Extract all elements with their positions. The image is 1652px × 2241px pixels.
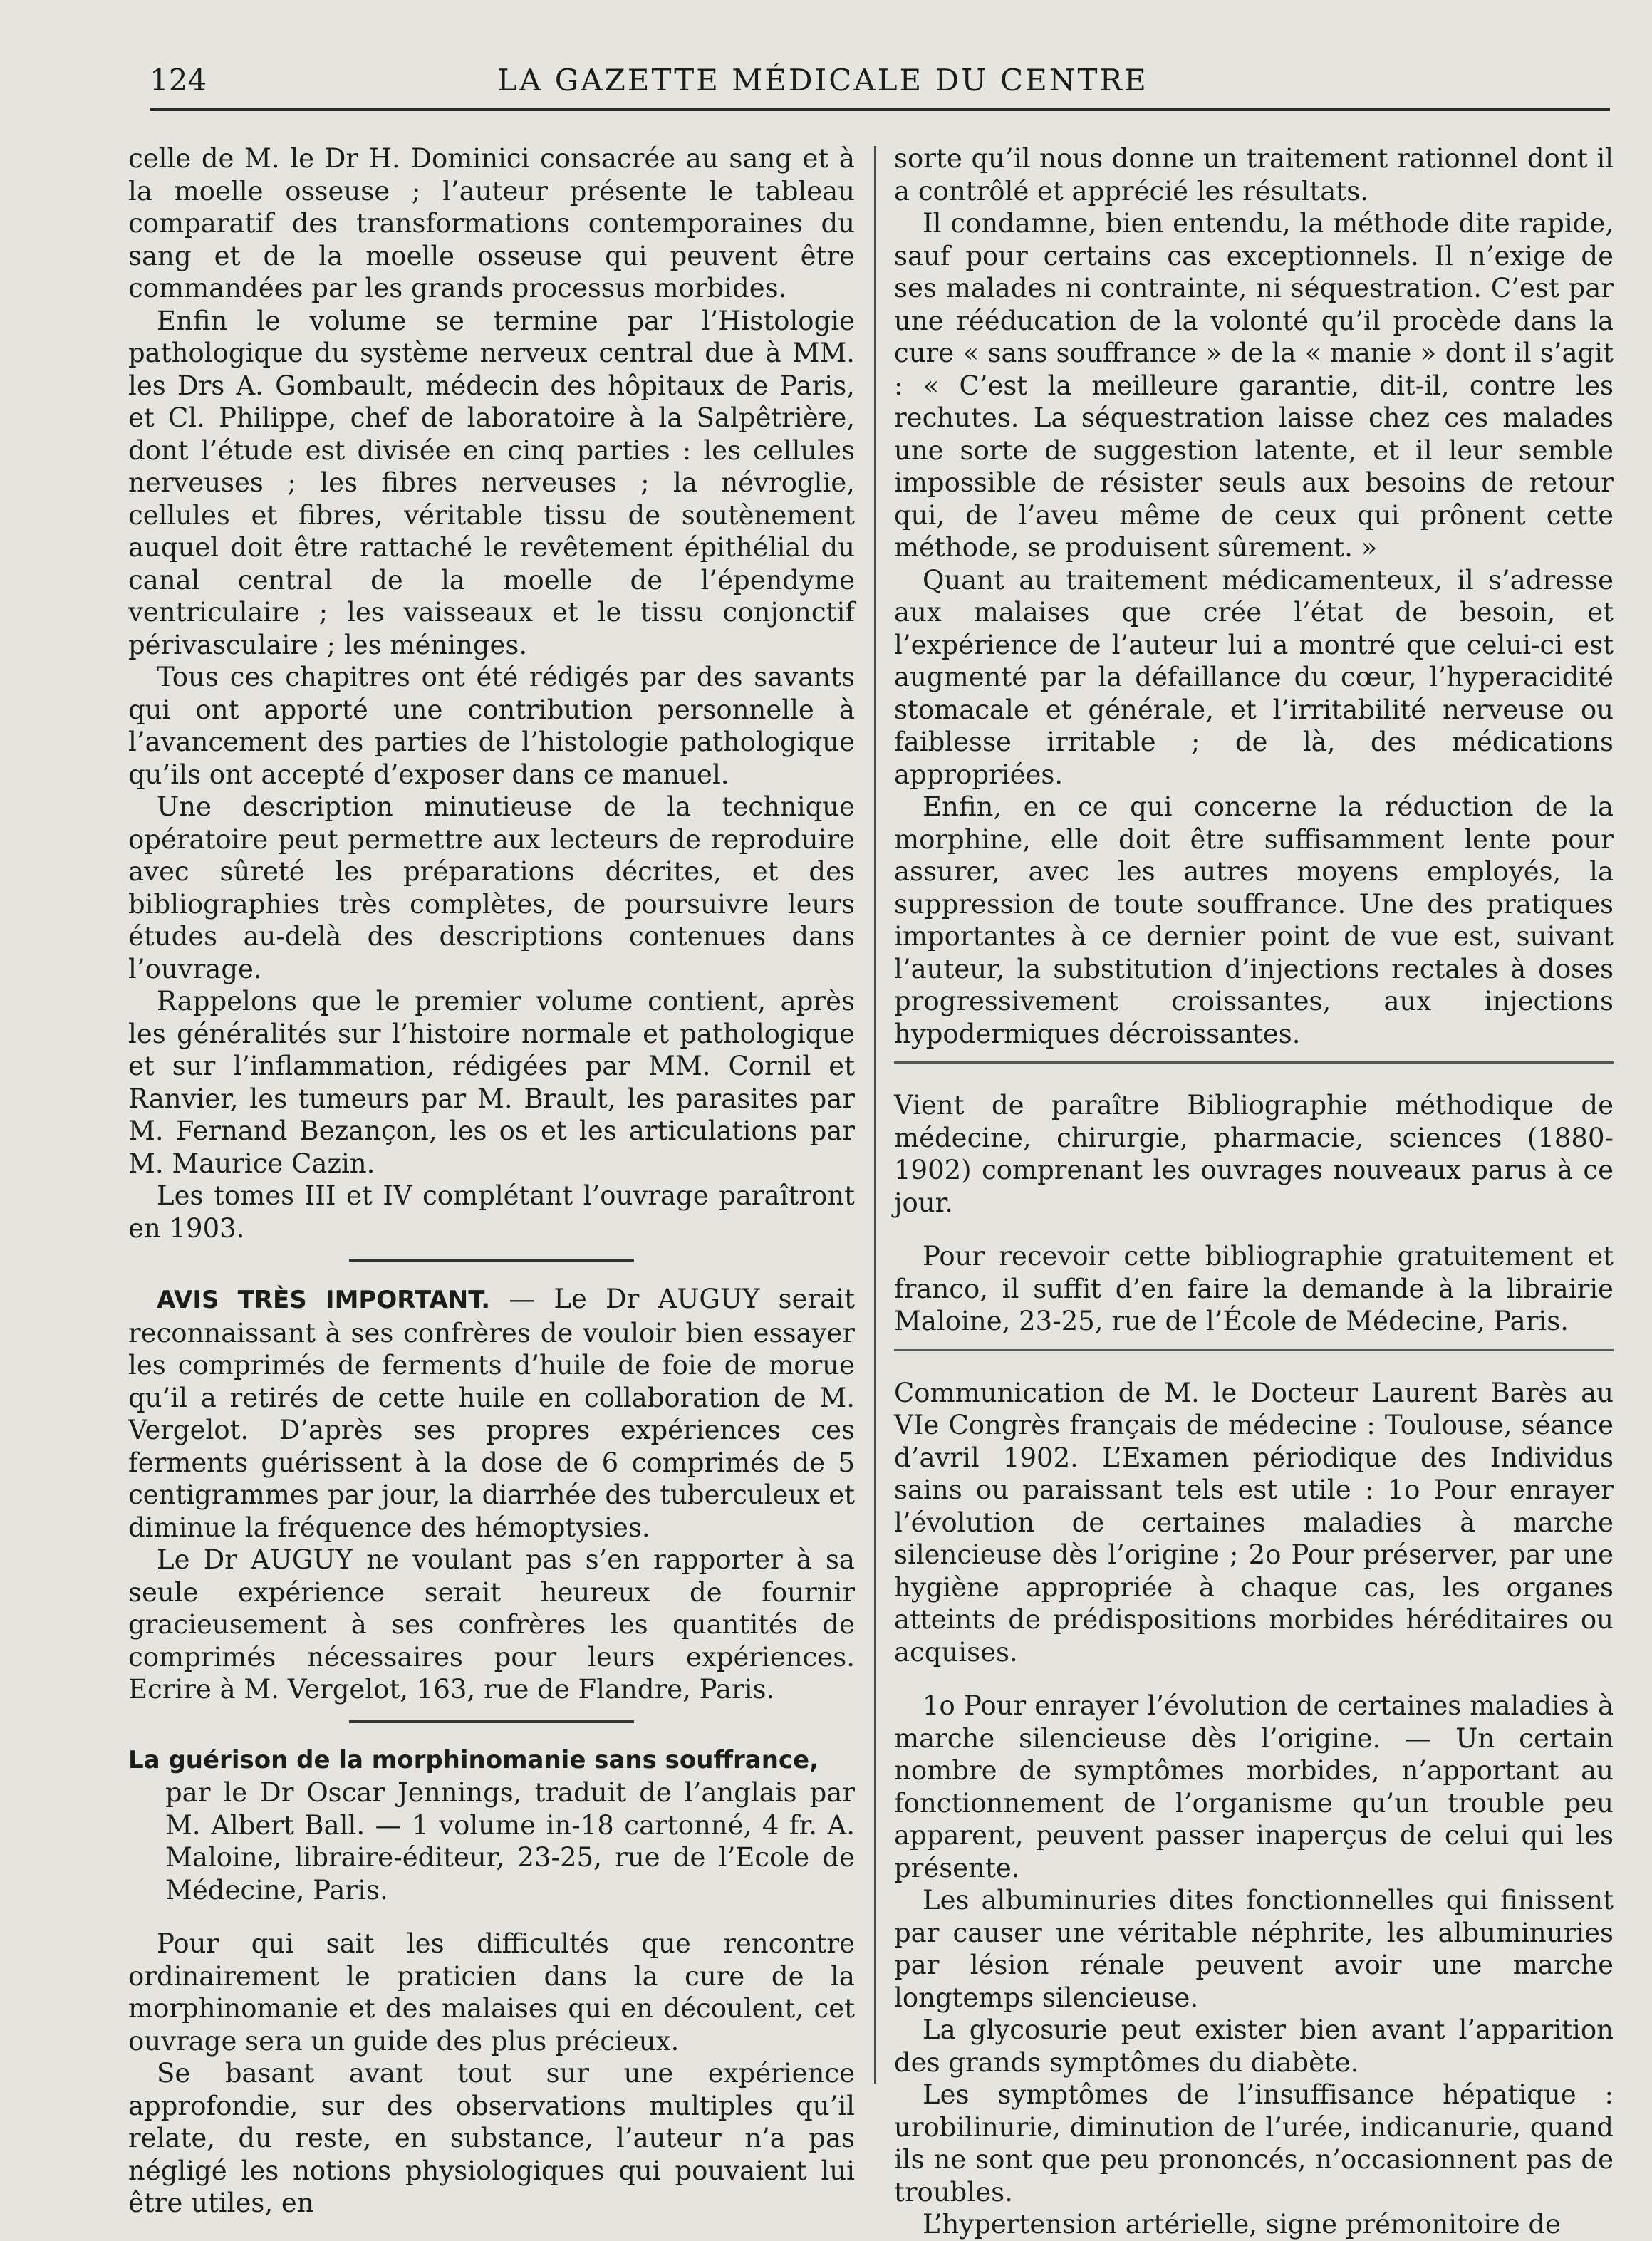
morphinomanie-paragraph-1: Pour qui sait les difficultés que rencontre ordinairement le praticien dans la cure de la morphinomanie et des malaises qui en découlent, cet ouvrage sera un guide des plus précieux.: [128, 1928, 855, 2057]
bibliography-notice: Vient de paraître Bibliographie méthodique de médecine, chirurgie, pharmacie, sciences (1880-1902) comprenant les ouvrages nouveaux parus à ce jour.: [894, 1090, 1614, 1218]
communication-heading: Communication de M. le Docteur Laurent Barès au VIe Congrès français de médecine : Toulouse, séance d’avril 1902. L’Examen périodique des Individus sains ou paraissant tels est utile : 1o Pour enrayer l’évolution de certaines maladies à marche silencieuse dès l’origine ; 2o Pour préserver, par une hygiène appropriée à chaque cas, les organes atteints de prédispositions morbides héréditaires ou acquises.: [894, 1377, 1614, 1668]
column-divider: [874, 146, 876, 2084]
histology-paragraph-5: Rappelons que le premier volume contient, après les généralités sur l’histoire normale et pathologique et sur l’inflammation, rédigées par MM. Cornil et Ranvier, les tumeurs par M. Brault, les parasites par M. Fernand Bezançon, les os et les articulations par M. Maurice Cazin.: [128, 986, 855, 1179]
morphinomanie-paragraph-3: sorte qu’il nous donne un traitement rationnel dont il a contrôlé et apprécié les résultats.: [894, 143, 1614, 207]
histology-paragraph-1: celle de M. le Dr H. Dominici consacrée au sang et à la moelle osseuse ; l’auteur présente le tableau comparatif des transformations contemporaines du sang et de la moelle osseuse qui peuvent être commandées par les grands processus morbides.: [128, 143, 855, 303]
histology-paragraph-2: Enfin le volume se termine par l’Histologie pathologique du système nerveux central due à MM. les Drs A. Gombault, médecin des hôpitaux de Paris, et Cl. Philippe, chef de laboratoire à la Salpêtrière, dont l’étude est divisée en cinq parties : les cellules nerveuses ; les fibres nerveuses ; la névroglie, cellules et fibres, véritable tissu de soutènement auquel doit être rattaché le revêtement épithélial du canal central de la moelle de l’épendyme ventriculaire ; les vaisseaux et le tissu conjonctif périvasculaire ; les méninges.: [128, 305, 855, 660]
page-number: 124: [150, 63, 207, 98]
communication-paragraph-4: Les symptômes de l’insuffisance hépatique : urobilinurie, diminution de l’urée, indicanurie, quand ils ne sont que peu prononcés, n’occasionnent pas de troubles.: [894, 2079, 1614, 2208]
communication-paragraph-2: Les albuminuries dites fonctionnelles qui finissent par causer une véritable néphrite, les albuminuries par lésion rénale peuvent avoir une marche longtemps silencieuse.: [894, 1885, 1614, 2013]
section-rule: [894, 1061, 1614, 1064]
communication-paragraph-5: L’hypertension artérielle, signe prémonitoire de: [923, 2209, 1561, 2240]
journal-title: LA GAZETTE MÉDICALE DU CENTRE: [497, 63, 1148, 98]
avis-title: AVIS TRÈS IMPORTANT.: [157, 1286, 491, 1314]
histology-paragraph-4: Une description minutieuse de la technique opératoire peut permettre aux lecteurs de reproduire avec sûreté les préparations décrites, et des bibliographies très complètes, de poursuivre leurs études au-delà des descriptions contenues dans l’ouvrage.: [128, 791, 855, 984]
morphinomanie-paragraph-4: Il condamne, bien entendu, la méthode dite rapide, sauf pour certains cas exceptionnels. Il n’exige de ses malades ni contrainte, ni séquestration. C’est par une rééducation de la volonté qu’il procède dans la cure « sans souffrance » de la « manie » dont il s’agit : « C’est la meilleure garantie, dit-il, contre les rechutes. La séquestration laisse chez ces malades une sorte de suggestion latente, et il leur semble impossible de résister seuls aux besoins de retour qui, de l’aveu même de ceux qui prônent cette méthode, se produisent sûrement. »: [894, 208, 1614, 563]
bibliography-order-info: Pour recevoir cette bibliographie gratuitement et franco, il suffit d’en faire la demande à la librairie Maloine, 23-25, rue de l’École de Médecine, Paris.: [894, 1241, 1614, 1336]
section-rule: [894, 1349, 1614, 1351]
avis-text: — Le Dr AUGUY serait reconnaissant à ses confrères de vouloir bien essayer les comprimés de ferments d’huile de foie de morue qu’il a retirés de cette huile en collaboration de M. Vergelot. D’après ses propres expériences ces ferments guérissent à la dose de 6 comprimés de 5 centigrammes par jour, la diarrhée des tuberculeux et diminue la fréquence des hémoptysies.: [128, 1284, 855, 1543]
morphinomanie-paragraph-5: Quant au traitement médicamenteux, il s’adresse aux malaises que crée l’état de besoin, et l’expérience de l’auteur lui a montré que celui-ci est augmenté par la défaillance du cœur, l’hyperacidité stomacale et générale, et l’irritabilité nerveuse ou faiblesse irritable ; de là, des médications appropriées.: [894, 564, 1614, 790]
communication-paragraph-3: La glycosurie peut exister bien avant l’apparition des grands symptômes du diabète.: [894, 2014, 1614, 2078]
right-column: [894, 142, 1614, 2241]
morphinomanie-paragraph-6: Enfin, en ce qui concerne la réduction de la morphine, elle doit être suffisamment lente pour assurer, avec les autres moyens employés, la suppression de toute souffrance. Une des pratiques importantes à ce dernier point de vue est, suivant l’auteur, la substitution d’injections rectales à doses progressivement croissantes, aux injections hypodermiques décroissantes.: [894, 791, 1614, 1049]
header-rule: [150, 108, 1610, 111]
avis-paragraph-1: [128, 1283, 855, 1544]
left-column: [128, 142, 855, 2220]
section-separator: [349, 1720, 634, 1723]
section-separator: [349, 1259, 634, 1262]
morphinomanie-reference: par le Dr Oscar Jennings, traduit de l’anglais par M. Albert Ball. — 1 volume in-18 cartonné, 4 fr. A. Maloine, libraire-éditeur, 23-25, rue de l’Ecole de Médecine, Paris.: [165, 1777, 855, 1905]
avis-paragraph-2: Le Dr AUGUY ne voulant pas s’en rapporter à sa seule expérience serait heureux de fournir gracieusement à ses confrères les quantités de comprimés nécessaires pour leurs expériences. Ecrire à M. Vergelot, 163, rue de Flandre, Paris.: [128, 1544, 855, 1705]
page-header: [150, 63, 1496, 105]
histology-paragraph-3: Tous ces chapitres ont été rédigés par des savants qui ont apporté une contribution personnelle à l’avancement des parties de l’histologie pathologique qu’ils ont accepté d’exposer dans ce manuel.: [128, 662, 855, 790]
morphinomanie-paragraph-2: Se basant avant tout sur une expérience approfondie, sur des observations multiples qu’il relate, du reste, en substance, l’auteur n’a pas négligé les notions physiologiques qui pouvaient lui être utiles, en: [128, 2058, 855, 2218]
communication-paragraph-1: 1o Pour enrayer l’évolution de certaines maladies à marche silencieuse dès l’origine. — Un certain nombre de symptômes morbides, n’apportant au fonctionnement de l’organisme qu’un trouble peu apparent, peuvent passer inaperçus de celui qui les présente.: [894, 1690, 1614, 1883]
morphinomanie-title: La guérison de la morphinomanie sans souffrance,: [128, 1745, 819, 1774]
histology-paragraph-6: Les tomes III et IV complétant l’ouvrage paraîtront en 1903.: [128, 1180, 855, 1244]
